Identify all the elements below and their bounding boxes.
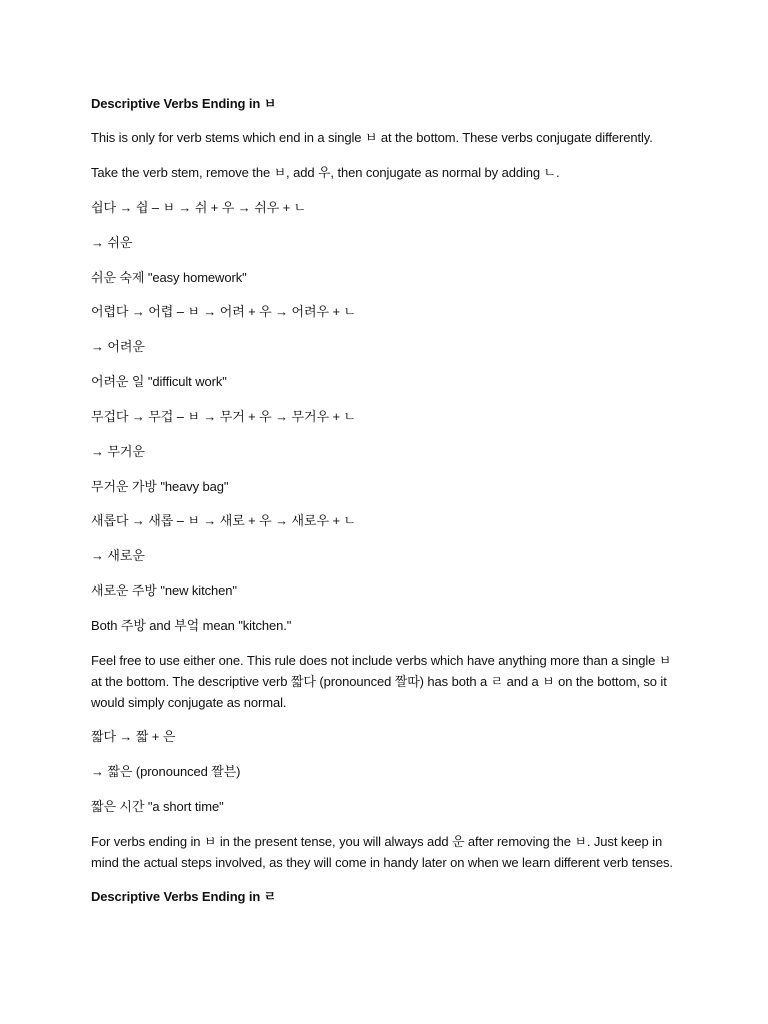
kitchen-note: Both 주방 and 부엌 mean "kitchen." xyxy=(91,618,292,633)
example-result: → 새로운 xyxy=(91,548,145,563)
exception-paragraph-line: Feel free to use either one. This rule does not include verbs which have anything more than a single ㅂ xyxy=(91,653,672,668)
example-result: → 짧은 (pronounced 짤븐) xyxy=(91,764,241,779)
section-heading-b-verbs: Descriptive Verbs Ending in ㅂ xyxy=(91,96,277,111)
example-usage: 무거운 가방 "heavy bag" xyxy=(91,479,229,494)
summary-paragraph-line: mind the actual steps involved, as they will come in handy later on when we learn different verb tenses. xyxy=(91,855,673,870)
intro-text: This is only for verb stems which end in a single ㅂ at the bottom. These verbs conjugate differently. xyxy=(91,130,653,145)
example-usage: 쉬운 숙제 "easy homework" xyxy=(91,270,247,285)
example-steps: 쉽다 → 쉽 – ㅂ → 쉬 + 우 → 쉬우 + ㄴ xyxy=(91,200,307,215)
example-steps: 어렵다 → 어렵 – ㅂ → 어려 + 우 → 어려우 + ㄴ xyxy=(91,304,356,319)
exception-paragraph-line: at the bottom. The descriptive verb 짧다 (pronounced 짤따) has both a ㄹ and a ㅂ on the bottom, so it xyxy=(91,674,667,689)
example-steps: 짧다 → 짧 + 은 xyxy=(91,729,176,744)
example-steps: 새롭다 → 새롭 – ㅂ → 새로 + 우 → 새로우 + ㄴ xyxy=(91,513,356,528)
rule-text: Take the verb stem, remove the ㅂ, add 우, then conjugate as normal by adding ㄴ. xyxy=(91,165,560,180)
example-usage: 새로운 주방 "new kitchen" xyxy=(91,583,237,598)
summary-paragraph-line: For verbs ending in ㅂ in the present tense, you will always add 운 after removing the ㅂ. Just keep in xyxy=(91,834,663,849)
example-result: → 어려운 xyxy=(91,339,145,354)
exception-paragraph-line: would simply conjugate as normal. xyxy=(91,695,287,710)
example-result: → 쉬운 xyxy=(91,235,133,250)
section-heading-r-verbs: Descriptive Verbs Ending in ㄹ xyxy=(91,889,277,904)
example-steps: 무겁다 → 무겁 – ㅂ → 무거 + 우 → 무거우 + ㄴ xyxy=(91,409,356,424)
example-usage: 어려운 일 "difficult work" xyxy=(91,374,227,389)
example-usage: 짧은 시간 "a short time" xyxy=(91,799,224,814)
example-result: → 무거운 xyxy=(91,444,145,459)
